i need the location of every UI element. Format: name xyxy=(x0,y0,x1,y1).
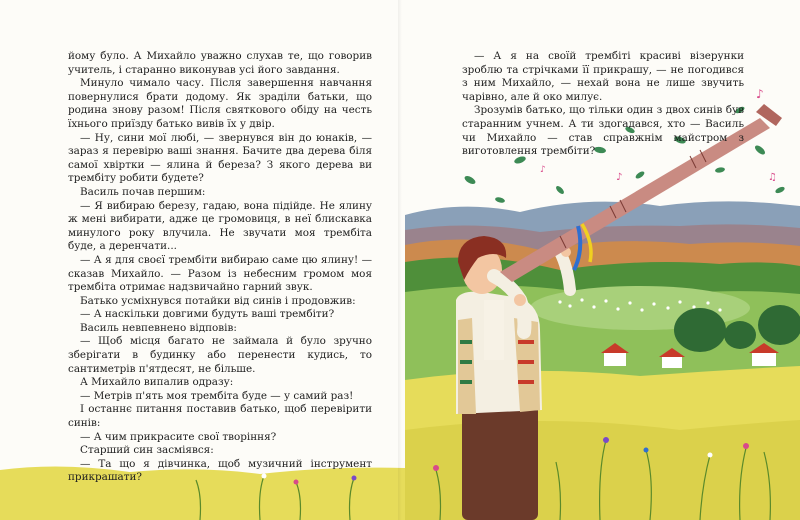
paragraph: Старший син засміявся: xyxy=(80,444,214,457)
paragraph: — А я на своїй трембіті красиві візерунки зроблю та стрічками її прикрашу, — не погодився з ним Михайло, — нехай вона не лише звучить чарівно, але й око милує. xyxy=(462,50,744,103)
svg-text:♪: ♪ xyxy=(540,165,546,175)
paragraph: йому було. А Михайло уважно слухав те, що говорив учитель, і старанно виконував усі його завдання. xyxy=(68,50,372,76)
paragraph: — А наскільки довгими будуть ваші трембіти? xyxy=(80,308,335,321)
paragraph: Минуло чимало часу. Після завершення навчання повернулися брати додому. Як зраділи батьки, що родина знову разом! Після святкового обіду на честь їхнього приїзду батько вивів їх у двір. xyxy=(68,77,372,130)
left-page-text xyxy=(68,50,372,485)
paragraph: Зрозумів батько, що тільки один з двох синів був старанним учнем. А ти здогадався, хто — Василь чи Михайло — став справжнім майстром з виготовлення трембіти? xyxy=(462,104,744,158)
right-page-text xyxy=(462,50,744,159)
svg-text:♫: ♫ xyxy=(768,172,777,183)
paragraph: — Ну, сини мої любі, — звернувся він до юнаків, — зараз я перевірю ваші знання. Бачите два дерева біля самої хвіртки — ялина й береза? З якого дерева ви трембіту робити будете? xyxy=(68,131,372,185)
paragraph: І останнє питання поставив батько, щоб перевірити синів: xyxy=(68,403,372,430)
paragraph: — А чим прикрасите свої творіння? xyxy=(80,430,277,443)
paragraph: Василь невпевнено відповів: xyxy=(80,321,237,334)
paragraph: — Та що я дівчинка, щоб музичний інструмент прикрашати? xyxy=(68,457,372,484)
paragraph: А Михайло випалив одразу: xyxy=(80,376,234,389)
svg-text:♪: ♪ xyxy=(616,172,623,183)
paragraph: — Щоб місця багато не займала й було зручно зберігати в будинку або перенести кудись, то сантиметрів п'ятдесят, не більше. xyxy=(68,335,372,375)
paragraph: — Метрів п'ять моя трембіта буде — у самий раз! xyxy=(80,389,354,402)
paragraph: Василь почав першим: xyxy=(80,185,206,198)
svg-text:♪: ♪ xyxy=(756,87,764,101)
paragraph: Батько усміхнувся потайки від синів і продовжив: xyxy=(80,294,356,307)
paragraph: — Я вибираю березу, гадаю, вона підійде. Не ялину ж мені вибирати, адже це громовиця, в неї блискавка минулого року влучила. Не звучати моя трембіта буде, а деренчати... xyxy=(68,199,372,253)
paragraph: — А я для своєї трембіти вибираю саме цю ялину! — сказав Михайло. — Разом із небесним громом моя трембіта отримає надзвичайно гарний звук. xyxy=(68,253,372,294)
page-gutter xyxy=(398,0,402,520)
